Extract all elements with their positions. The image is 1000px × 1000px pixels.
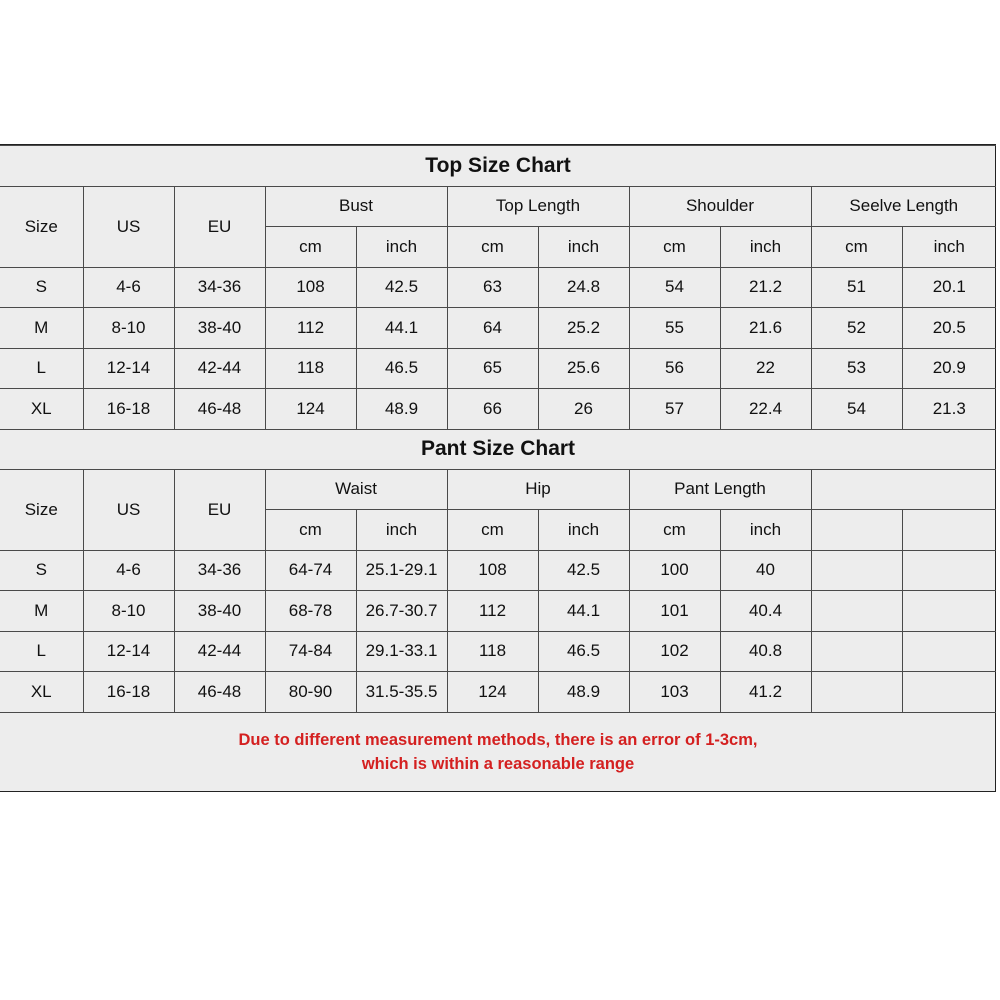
table-cell: 103 — [629, 672, 720, 713]
empty-cell — [811, 550, 902, 591]
table-cell: L — [0, 348, 83, 389]
table-cell: 4-6 — [83, 267, 174, 308]
table-cell: 51 — [811, 267, 902, 308]
table-row — [0, 267, 996, 308]
header-size: Size — [0, 186, 83, 267]
table-cell: 41.2 — [720, 672, 811, 713]
table-cell: 112 — [447, 591, 538, 632]
table-cell: 38-40 — [174, 591, 265, 632]
empty-cell — [811, 631, 902, 672]
table-cell: 8-10 — [83, 308, 174, 349]
header-sleeve-length: Seelve Length — [811, 186, 996, 227]
header-waist: Waist — [265, 469, 447, 510]
table-cell: XL — [0, 389, 83, 430]
empty-cell — [811, 510, 902, 551]
header-top-length: Top Length — [447, 186, 629, 227]
table-cell: 34-36 — [174, 550, 265, 591]
table-cell: 52 — [811, 308, 902, 349]
table-cell: 46-48 — [174, 672, 265, 713]
unit-header: cm — [265, 510, 356, 551]
table-cell: 40.8 — [720, 631, 811, 672]
empty-cell — [811, 591, 902, 632]
table-cell: 8-10 — [83, 591, 174, 632]
table-cell: L — [0, 631, 83, 672]
table-cell: 118 — [265, 348, 356, 389]
table-cell: 102 — [629, 631, 720, 672]
table-cell: 22.4 — [720, 389, 811, 430]
unit-header: cm — [265, 227, 356, 268]
unit-header: inch — [902, 227, 996, 268]
table-cell: 16-18 — [83, 389, 174, 430]
table-cell: 29.1-33.1 — [356, 631, 447, 672]
unit-header: inch — [538, 227, 629, 268]
table-cell: 56 — [629, 348, 720, 389]
table-cell: 66 — [447, 389, 538, 430]
table-cell: 12-14 — [83, 631, 174, 672]
note-line-2: which is within a reasonable range — [361, 755, 635, 773]
table-row — [0, 591, 996, 632]
table-cell: 44.1 — [356, 308, 447, 349]
table-cell: 48.9 — [356, 389, 447, 430]
unit-header: inch — [356, 510, 447, 551]
empty-cell — [902, 550, 996, 591]
unit-header: cm — [447, 227, 538, 268]
table-cell: 46.5 — [538, 631, 629, 672]
table-cell: 68-78 — [265, 591, 356, 632]
table-row — [0, 550, 996, 591]
table-cell: 46-48 — [174, 389, 265, 430]
table-cell: 54 — [811, 389, 902, 430]
header-size: Size — [0, 469, 83, 550]
header-eu: EU — [174, 469, 265, 550]
table-cell: 21.3 — [902, 389, 996, 430]
table-cell: 42-44 — [174, 348, 265, 389]
table-cell: 20.1 — [902, 267, 996, 308]
table-cell: S — [0, 550, 83, 591]
unit-header: inch — [720, 510, 811, 551]
header-us: US — [83, 186, 174, 267]
header-eu: EU — [174, 186, 265, 267]
empty-cell — [902, 510, 996, 551]
table-cell: 42.5 — [356, 267, 447, 308]
top-size-chart-table — [0, 145, 996, 430]
header-us: US — [83, 469, 174, 550]
table-cell: 31.5-35.5 — [356, 672, 447, 713]
table-cell: 12-14 — [83, 348, 174, 389]
unit-header: inch — [538, 510, 629, 551]
table-cell: 22 — [720, 348, 811, 389]
table-cell: 64-74 — [265, 550, 356, 591]
table-row — [0, 308, 996, 349]
table-row — [0, 348, 996, 389]
unit-header: inch — [720, 227, 811, 268]
pant-size-chart-table — [0, 429, 996, 713]
table-cell: 124 — [447, 672, 538, 713]
table-cell: 44.1 — [538, 591, 629, 632]
table-cell: 25.2 — [538, 308, 629, 349]
note-line-1: Due to different measurement methods, there is an error of 1-3cm, — [238, 731, 758, 749]
table-cell: 118 — [447, 631, 538, 672]
table-row — [0, 672, 996, 713]
table-cell: 25.6 — [538, 348, 629, 389]
table-cell: 4-6 — [83, 550, 174, 591]
pant-chart-title: Pant Size Chart — [0, 429, 996, 469]
empty-cell — [902, 631, 996, 672]
table-cell: 57 — [629, 389, 720, 430]
empty-cell — [902, 591, 996, 632]
unit-header: cm — [629, 227, 720, 268]
table-cell: 74-84 — [265, 631, 356, 672]
table-cell: 24.8 — [538, 267, 629, 308]
table-cell: 26 — [538, 389, 629, 430]
table-cell: 112 — [265, 308, 356, 349]
table-cell: 20.9 — [902, 348, 996, 389]
table-cell: XL — [0, 672, 83, 713]
unit-header: cm — [629, 510, 720, 551]
table-row — [0, 631, 996, 672]
table-cell: 101 — [629, 591, 720, 632]
measurement-note — [0, 713, 996, 791]
table-cell: 46.5 — [356, 348, 447, 389]
empty-cell — [811, 469, 996, 510]
unit-header: cm — [447, 510, 538, 551]
header-pant-length: Pant Length — [629, 469, 811, 510]
table-cell: 42-44 — [174, 631, 265, 672]
table-cell: 80-90 — [265, 672, 356, 713]
header-hip: Hip — [447, 469, 629, 510]
empty-cell — [902, 672, 996, 713]
top-chart-title: Top Size Chart — [0, 146, 996, 187]
table-cell: 20.5 — [902, 308, 996, 349]
size-chart-sheet — [0, 144, 996, 792]
table-cell: 40.4 — [720, 591, 811, 632]
table-cell: 55 — [629, 308, 720, 349]
unit-header: cm — [811, 227, 902, 268]
unit-header: inch — [356, 227, 447, 268]
table-cell: 38-40 — [174, 308, 265, 349]
table-cell: 40 — [720, 550, 811, 591]
table-cell: 63 — [447, 267, 538, 308]
table-row — [0, 389, 996, 430]
table-cell: 34-36 — [174, 267, 265, 308]
table-cell: 108 — [447, 550, 538, 591]
table-cell: 124 — [265, 389, 356, 430]
table-cell: 100 — [629, 550, 720, 591]
table-cell: 64 — [447, 308, 538, 349]
table-cell: M — [0, 308, 83, 349]
table-cell: 21.6 — [720, 308, 811, 349]
table-cell: S — [0, 267, 83, 308]
table-cell: 26.7-30.7 — [356, 591, 447, 632]
empty-cell — [811, 672, 902, 713]
header-bust: Bust — [265, 186, 447, 227]
table-cell: M — [0, 591, 83, 632]
header-shoulder: Shoulder — [629, 186, 811, 227]
table-cell: 21.2 — [720, 267, 811, 308]
table-cell: 48.9 — [538, 672, 629, 713]
table-cell: 25.1-29.1 — [356, 550, 447, 591]
table-cell: 108 — [265, 267, 356, 308]
table-cell: 16-18 — [83, 672, 174, 713]
table-cell: 54 — [629, 267, 720, 308]
table-cell: 65 — [447, 348, 538, 389]
table-cell: 42.5 — [538, 550, 629, 591]
table-cell: 53 — [811, 348, 902, 389]
